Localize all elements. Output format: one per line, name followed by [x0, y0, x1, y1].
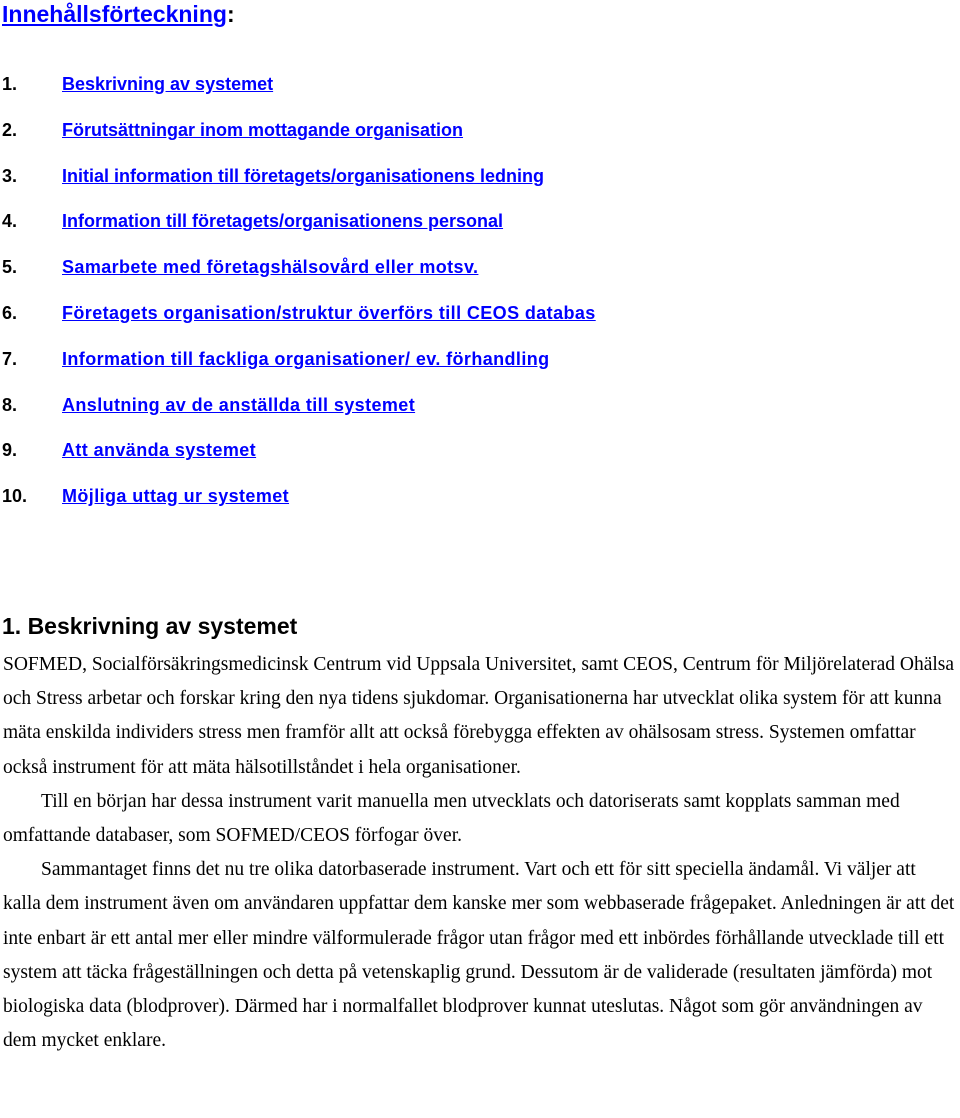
paragraph: Till en början har dessa instrument varit manuella men utvecklats och datoriserats samt kopplats samman med omfattande databaser, som SOFMED/CEOS förfogar över.	[3, 790, 900, 847]
section-heading: 1. Beskrivning av systemet	[2, 613, 298, 639]
toc-link-fackliga[interactable]: Information till fackliga organisationer/ ev. förhandling	[62, 348, 550, 369]
toc-link-anvanda[interactable]: Att använda systemet	[62, 440, 257, 461]
toc-item-number: 10.	[2, 486, 28, 507]
toc-link-information-personal[interactable]: Information till företagets/organisationens personal	[62, 211, 504, 232]
paragraph: SOFMED, Socialförsäkringsmedicinsk Centrum vid Uppsala Universitet, samt CEOS, Centrum för Miljörelaterad Ohälsa och Stress arbetar och forskar kring den nya tidens sjukdomar. Organisationerna har utvecklat olika system för att kunna mäta enskilda individers stress men framför allt att också förebygga effekten av ohälsosam stress. Systemen omfattar också instrument för att mäta hälsotillståndet i hela organisationer.	[3, 654, 955, 778]
toc-item-number: 3.	[2, 165, 18, 186]
toc-link-initial-information[interactable]: Initial information till företagets/organisationens ledning	[62, 165, 545, 186]
toc-link-forutsattningar[interactable]: Förutsättningar inom mottagande organisation	[62, 119, 464, 140]
toc-link-anslutning[interactable]: Anslutning av de anställda till systemet	[62, 394, 416, 415]
toc-title	[2, 0, 235, 28]
toc-item-number: 8.	[2, 394, 18, 415]
toc-item-number: 2.	[2, 119, 18, 140]
toc-title-text: Innehållsförteckning	[2, 1, 227, 27]
toc-link-samarbete[interactable]: Samarbete med företagshälsovård eller motsv.	[62, 257, 479, 278]
toc-link-organisation-struktur[interactable]: Företagets organisation/struktur överförs till CEOS databas	[62, 302, 596, 323]
toc-item-number: 6.	[2, 302, 18, 323]
toc-item-number: 5.	[2, 257, 18, 278]
toc-item-number: 1.	[2, 74, 18, 94]
toc-link-mojliga-uttag[interactable]: Möjliga uttag ur systemet	[62, 486, 290, 507]
toc-item-number: 9.	[2, 440, 18, 461]
toc-item-number: 7.	[2, 348, 18, 369]
section-body	[3, 648, 955, 1058]
paragraph: Sammantaget finns det nu tre olika datorbaserade instrument. Vart och ett för sitt speciella ändamål. Vi väljer att kalla dem instrument även om användaren uppfattar dem kanske mer som webbaserade frågepaket. Anledningen är att det inte enbart är ett antal mer eller mindre välformulerade frågor utan frågor med ett inbördes förhållande utvecklade till ett system att täcka frågeställningen och detta på vetenskaplig grund. Dessutom är de validerade (resultaten jämförda) mot biologiska data (blodprover). Därmed har i normalfallet blodprover kunnat uteslutas. Något som gör användningen av dem mycket enklare.	[3, 859, 955, 1052]
toc-item-number: 4.	[2, 211, 18, 232]
toc-title-colon: :	[226, 1, 235, 27]
toc-link-beskrivning[interactable]: Beskrivning av systemet	[62, 74, 274, 94]
